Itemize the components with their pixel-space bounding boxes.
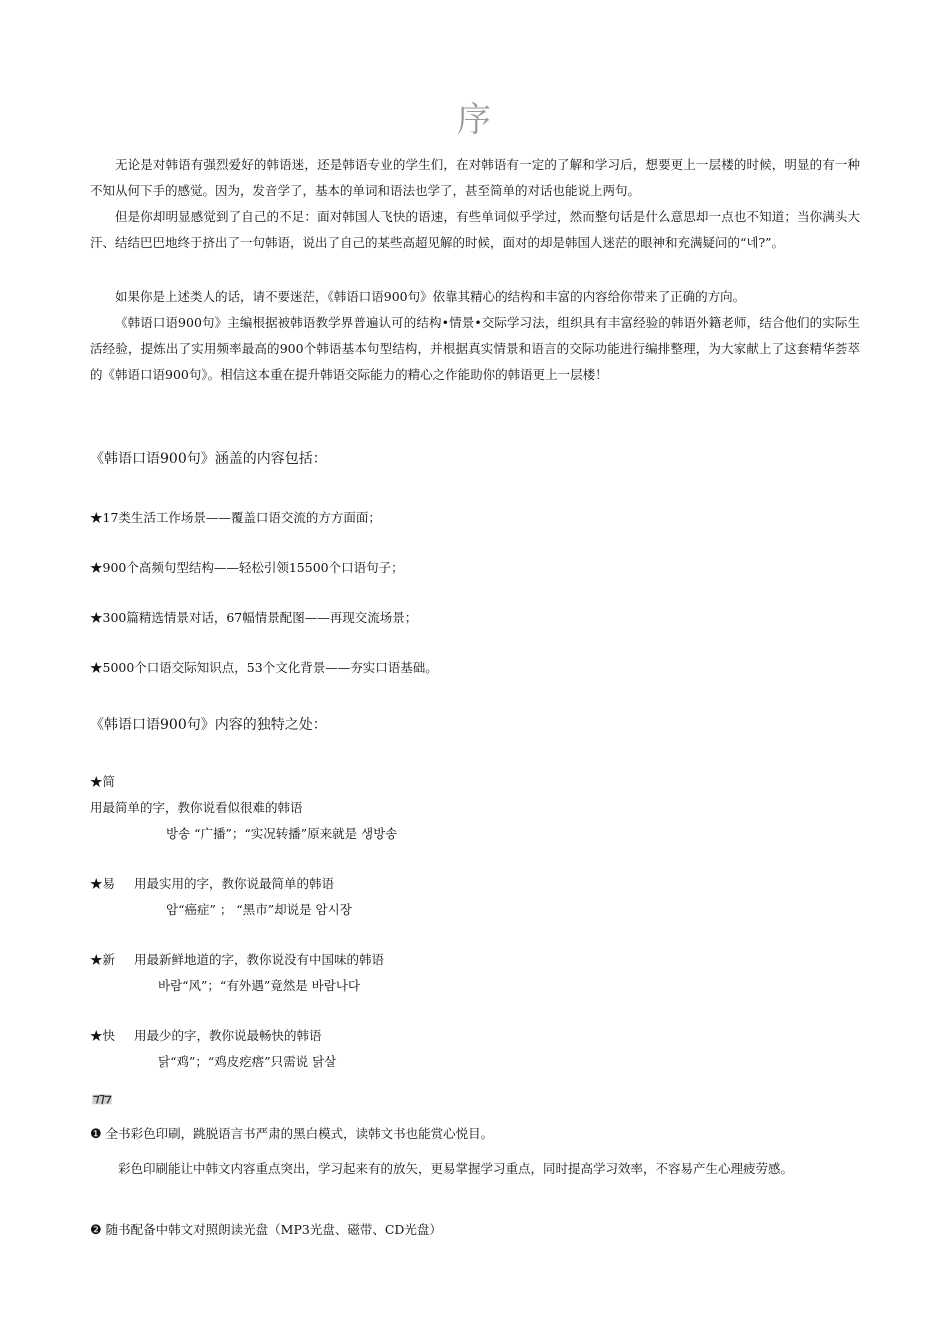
features-heading: 《韩语口语900句》内容的独特之处： bbox=[90, 717, 327, 733]
extra-item-1 bbox=[90, 1124, 493, 1145]
feature-fast-example: 닭“鸡”；“鸡皮疙瘩”只需说 닭살 bbox=[158, 1054, 337, 1069]
contents-item: ★17类生活工作场景——覆盖口语交流的方方面面； bbox=[90, 510, 381, 525]
feature-easy-example: 암“癌症” ； “黑市”却说是 암시장 bbox=[166, 902, 352, 917]
feature-simple-label: ★简 bbox=[90, 774, 116, 789]
contents-heading: 《韩语口语900句》涵盖的内容包括： bbox=[90, 451, 327, 467]
feature-easy-label: ★易 bbox=[90, 876, 116, 891]
extra-item-1-detail: 彩色印刷能让中韩文内容重点突出，学习起来有的放矢，更易掌握学习重点，同时提高学习效率，不容易产生心理疲劳感。 bbox=[118, 1161, 794, 1176]
page-title: 序 bbox=[457, 100, 493, 140]
number-1-icon: ❶ bbox=[90, 1127, 102, 1142]
intro-paragraph-3: 如果你是上述类人的话，请不要迷茫，《韩语口语900句》依靠其精心的结构和丰富的内容给你带来了正确的方向。 bbox=[115, 289, 746, 304]
feature-new-desc: 用最新鲜地道的字，教你说没有中国味的韩语 bbox=[134, 952, 385, 967]
feature-simple-example: 방송 “广播”；“实况转播”原来就是 생방송 bbox=[166, 826, 398, 841]
feature-new-example: 바람“风”；“有外遇”竟然是 바람나다 bbox=[158, 978, 360, 993]
extra-item-2 bbox=[90, 1220, 442, 1241]
intro-paragraph-1: 无论是对韩语有强烈爱好的韩语迷，还是韩语专业的学生们，在对韩语有一定的了解和学习后，想要更上一层楼的时候，明显的有一种不知从何下手的感觉。因为，发音学了，基本的单词和语法也学了，甚至简单的对话也能说上两句。 bbox=[90, 157, 860, 198]
contents-item: ★300篇精选情景对话，67幅情景配图——再现交流场景； bbox=[90, 610, 418, 625]
feature-new-label: ★新 bbox=[90, 952, 116, 967]
intro-paragraph-4: 《韩语口语900句》主编根据被韩语教学界普遍认可的结构•情景•交际学习法，组织具有丰富经验的韩语外籍老师，结合他们的实际生活经验，提炼出了实用频率最高的900个韩语基本句型结构，并根据真实情景和语言的交际功能进行编排整理，为大家献上了这套精华荟萃的《韩语口语900句》。相信这本重在提升韩语交际能力的精心之作能助你的韩语更上一层楼！ bbox=[90, 315, 860, 382]
extra-item-2-text: 随书配备中韩文对照朗读光盘（MP3光盘、磁带、CD光盘） bbox=[105, 1222, 442, 1237]
number-2-icon: ❷ bbox=[90, 1223, 102, 1238]
extra-item-1-text: 全书彩色印刷，跳脱语言书严肃的黑白模式，读韩文书也能赏心悦目。 bbox=[105, 1126, 494, 1141]
feature-easy-desc: 用最实用的字，教你说最简单的韩语 bbox=[134, 876, 335, 891]
section-mark-icon bbox=[90, 1088, 114, 1107]
contents-item: ★900个高频句型结构——轻松引领15500个口语句子； bbox=[90, 560, 404, 575]
feature-fast-label: ★快 bbox=[90, 1028, 116, 1043]
contents-item: ★5000个口语交际知识点，53个文化背景——夯实口语基础。 bbox=[90, 660, 438, 675]
feature-fast-desc: 用最少的字，教你说最畅快的韩语 bbox=[134, 1028, 322, 1043]
intro-paragraph-2: 但是你却明显感觉到了自己的不足：面对韩国人飞快的语速，有些单词似乎学过，然而整句话是什么意思却一点也不知道；当你满头大汗、结结巴巴地终于挤出了一句韩语，说出了自己的某些高超见解的时候，面对的却是韩国人迷茫的眼神和充满疑问的“네?”。 bbox=[90, 209, 860, 250]
feature-simple-desc: 用最简单的字，教你说看似很难的韩语 bbox=[90, 800, 303, 815]
